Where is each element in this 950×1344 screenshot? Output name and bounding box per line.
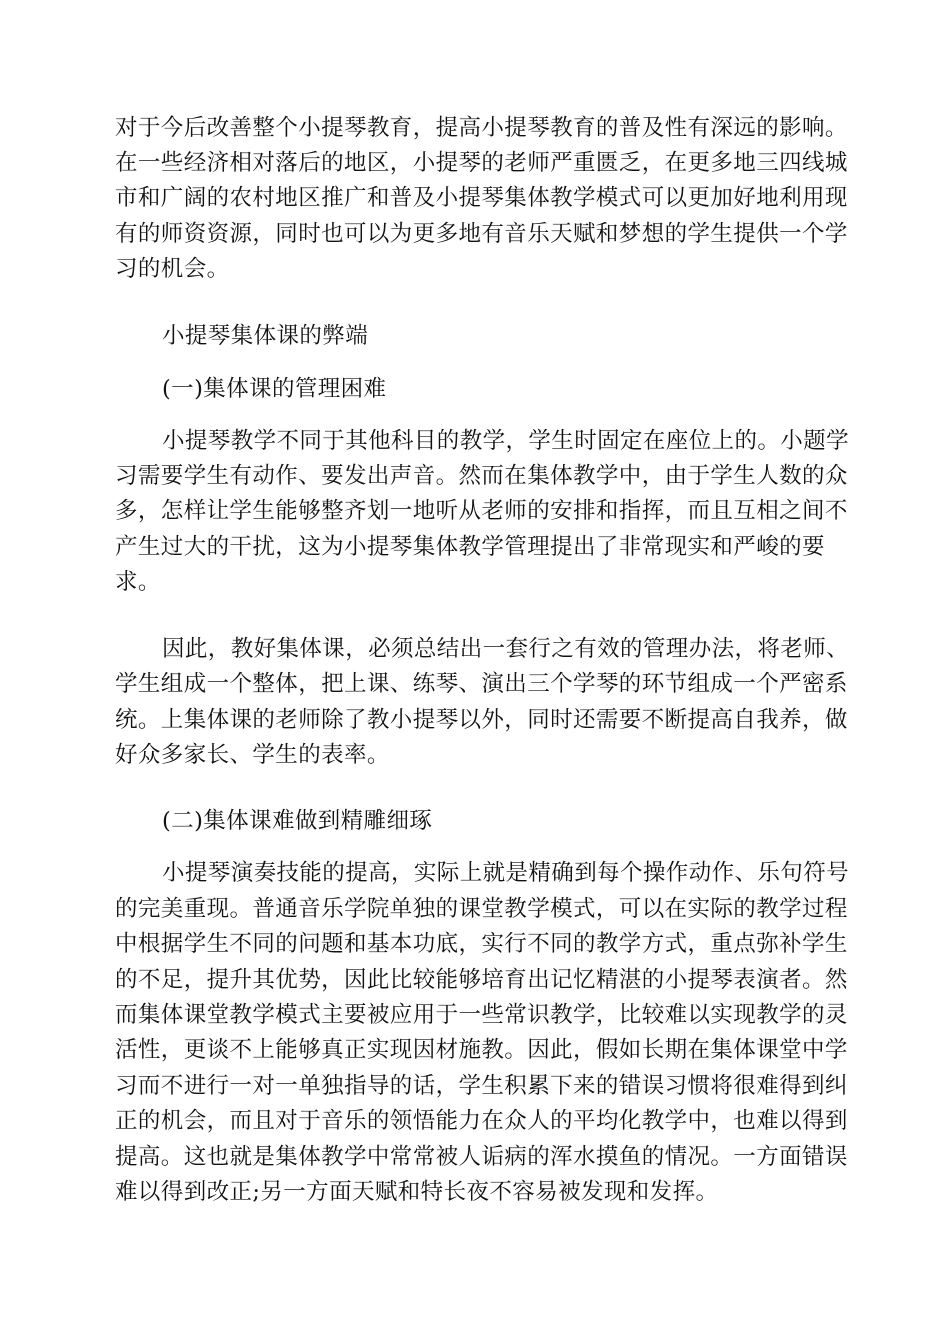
- paragraph-line: 求。: [115, 569, 161, 595]
- paragraph-line: 市和广阔的农村地区推广和普及小提琴集体教学模式可以更加好地利用现: [115, 185, 848, 211]
- paragraph-line: 难以得到改正;另一方面天赋和特长夜不容易被发现和发挥。: [115, 1179, 719, 1205]
- paragraph-line: 有的师资资源，同时也可以为更多地有音乐天赋和梦想的学生提供一个学: [115, 221, 848, 247]
- paragraph-line: 正的机会，而且对于音乐的领悟能力在众人的平均化教学中，也难以得到: [115, 1108, 848, 1134]
- paragraph-line: 对于今后改善整个小提琴教育，提高小提琴教育的普及性有深远的影响。: [115, 115, 848, 141]
- paragraph-line: 好众多家长、学生的表率。: [115, 742, 390, 768]
- paragraph-line: 提高。这也就是集体教学中常常被人诟病的浑水摸鱼的情况。一方面错误: [115, 1144, 848, 1170]
- subsection-heading: (一)集体课的管理困难: [162, 376, 387, 402]
- section-heading: 小提琴集体课的弊端: [162, 323, 369, 349]
- paragraph-line: 统。上集体课的老师除了教小提琴以外，同时还需要不断提高自我养，做: [115, 707, 848, 733]
- paragraph-line: 多，怎样让学生能够整齐划一地听从老师的安排和指挥，而且互相之间不: [115, 498, 848, 524]
- paragraph-line: 习的机会。: [115, 256, 230, 282]
- paragraph-line: 的完美重现。普通音乐学院单独的课堂教学模式，可以在实际的教学过程: [115, 896, 848, 922]
- paragraph-line: 而集体课堂教学模式主要被应用于一些常识教学，比较难以实现教学的灵: [115, 1002, 848, 1028]
- paragraph-line: 活性，更谈不上能够真正实现因材施教。因此，假如长期在集体课堂中学: [115, 1037, 848, 1063]
- paragraph-line: 学生组成一个整体，把上课、练琴、演出三个学琴的环节组成一个严密系: [115, 671, 848, 697]
- paragraph-line: 小提琴教学不同于其他科目的教学，学生时固定在座位上的。小题学: [162, 428, 850, 454]
- subsection-heading: (二)集体课难做到精雕细琢: [162, 808, 433, 834]
- paragraph-line: 产生过大的干扰，这为小提琴集体教学管理提出了非常现实和严峻的要: [115, 534, 825, 560]
- paragraph-line: 的不足，提升其优势，因此比较能够培育出记忆精湛的小提琴表演者。然: [115, 967, 848, 993]
- paragraph-line: 习而不进行一对一单独指导的话，学生积累下来的错误习惯将很难得到纠: [115, 1073, 848, 1099]
- paragraph-line: 习需要学生有动作、要发出声音。然而在集体教学中，由于学生人数的众: [115, 463, 848, 489]
- paragraph-line: 中根据学生不同的问题和基本功底，实行不同的教学方式，重点弥补学生: [115, 931, 848, 957]
- paragraph-line: 在一些经济相对落后的地区，小提琴的老师严重匮乏，在更多地三四线城: [115, 150, 848, 176]
- paragraph-line: 因此，教好集体课，必须总结出一套行之有效的管理办法，将老师、: [162, 636, 850, 662]
- paragraph-line: 小提琴演奏技能的提高，实际上就是精确到每个操作动作、乐句符号: [162, 860, 850, 886]
